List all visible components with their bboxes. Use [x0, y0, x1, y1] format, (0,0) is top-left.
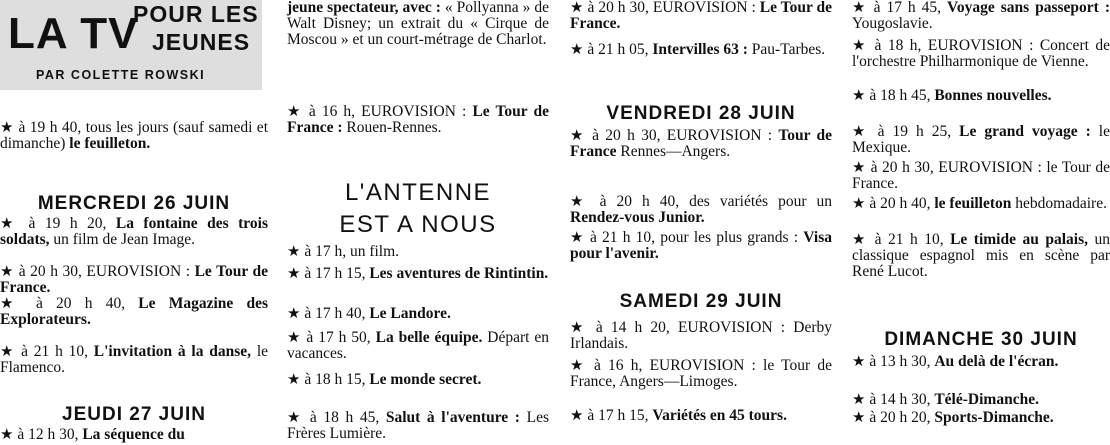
- star-icon: ★: [0, 118, 15, 136]
- star-icon: ★: [852, 36, 869, 54]
- masthead-jeunes: JEUNES: [152, 29, 251, 55]
- star-icon: ★: [570, 356, 587, 374]
- masthead: [0, 0, 262, 90]
- list-item: ★ à 19 h 25, Le grand voyage : le Mexique.: [852, 122, 1110, 156]
- star-icon: ★: [287, 264, 301, 282]
- star-icon: ★: [287, 304, 301, 322]
- day-heading-jeudi: JEUDI 27 JUIN: [62, 404, 206, 425]
- list-item: ★ à 16 h, EUROVISION : le Tour de France, Angers—Limoges.: [570, 356, 832, 390]
- list-item: ★ à 21 h 10, pour les plus grands : Visa pour l'avenir.: [570, 228, 832, 262]
- star-icon: ★: [852, 158, 867, 176]
- list-item: ★ à 20 h 40, des variétés pour un Rendez-vous Junior.: [570, 192, 832, 226]
- masthead-pour-les: POUR LES: [133, 1, 259, 27]
- list-item: ★ à 20 h 30, EUROVISION : le Tour de France.: [852, 158, 1110, 192]
- list-item: ★ à 20 h 40, le feuilleton hebdomadaire.: [852, 194, 1107, 212]
- day-heading-samedi: SAMEDI 29 JUIN: [619, 291, 783, 312]
- section-title-antenne-line2: EST A NOUS: [339, 211, 497, 238]
- list-item: ★ à 21 h 10, Le timide au palais, un classique espagnol mis en scène par René Lucot.: [852, 230, 1110, 280]
- star-icon: ★: [287, 408, 304, 426]
- star-icon: ★: [570, 192, 590, 210]
- star-icon: ★: [570, 40, 584, 58]
- list-item: ★ à 17 h 45, Voyage sans passeport : Yougoslavie.: [852, 0, 1110, 32]
- star-icon: ★: [852, 408, 866, 426]
- star-icon: ★: [0, 214, 20, 232]
- intro-text: à 19 h 40, tous les jours (sauf samedi et dimanche): [0, 119, 268, 152]
- intro-bold: le feuilleton.: [69, 134, 151, 152]
- list-item: ★ à 13 h 30, Au delà de l'écran.: [852, 352, 1059, 370]
- day-heading-mercredi: MERCREDI 26 JUIN: [37, 193, 231, 214]
- list-item: ★ à 21 h 10, L'invitation à la danse, le Flamenco.: [0, 342, 269, 376]
- list-item: ★ à 18 h 15, Le monde secret.: [287, 370, 482, 388]
- list-item: ★ à 17 h 15, Les aventures de Rintintin.: [287, 264, 549, 282]
- star-icon: ★: [570, 406, 584, 424]
- list-item: ★ à 12 h 30, La séquence du: [0, 425, 185, 443]
- list-item: ★ à 20 h 30, EUROVISION : Le Tour de France.: [0, 262, 269, 296]
- list-item: ★ à 18 h 45, Bonnes nouvelles.: [852, 86, 1052, 104]
- day-heading-dimanche: DIMANCHE 30 JUIN: [884, 329, 1078, 350]
- list-item: ★ à 17 h, un film.: [287, 242, 400, 260]
- star-icon: ★: [852, 390, 866, 408]
- list-item: ★ à 17 h 15, Variétés en 45 tours.: [570, 406, 787, 424]
- star-icon: ★: [0, 342, 16, 360]
- intro-item: [0, 120, 268, 152]
- star-icon: ★: [570, 126, 586, 144]
- star-icon: ★: [0, 425, 14, 443]
- star-icon: ★: [852, 194, 866, 212]
- star-icon: ★: [852, 86, 866, 104]
- list-item: ★ à 17 h 40, Le Landore.: [287, 304, 451, 322]
- list-item: ★ à 17 h 50, La belle équipe. Départ en vacances.: [287, 328, 549, 362]
- star-icon: ★: [852, 0, 868, 16]
- list-item: ★ à 20 h 30, EUROVISION : Le Tour de France.: [570, 0, 833, 32]
- star-icon: ★: [852, 352, 866, 370]
- star-icon: ★: [0, 262, 15, 280]
- star-icon: ★: [852, 230, 869, 248]
- star-icon: ★: [287, 370, 301, 388]
- list-item: ★ à 18 h 45, Salut à l'aventure : Les Frères Lumière.: [287, 408, 549, 442]
- star-icon: ★: [570, 228, 585, 246]
- star-icon: ★: [287, 242, 301, 260]
- day-heading-vendredi: VENDREDI 28 JUIN: [606, 103, 796, 124]
- star-icon: ★: [0, 294, 23, 312]
- list-item: ★ à 18 h, EUROVISION : Concert de l'orchestre Philharmonique de Vienne.: [852, 36, 1110, 70]
- list-item: jeune spectateur, avec : « Pollyanna » de Walt Disney; un extrait du « Cirque de Moscou » et un court-métrage de Charlot.: [287, 0, 549, 48]
- list-item: ★ à 14 h 30, Télé-Dimanche.: [852, 390, 1039, 408]
- star-icon: ★: [287, 328, 302, 346]
- section-title-antenne-line1: L'ANTENNE: [344, 179, 492, 206]
- list-item: ★ à 16 h, EUROVISION : Le Tour de France : Rouen-Rennes.: [287, 102, 550, 136]
- list-item: ★ à 14 h 20, EUROVISION : Derby Irlandais.: [570, 318, 832, 352]
- star-icon: ★: [287, 102, 303, 120]
- masthead-byline: PAR COLETTE ROWSKI: [36, 68, 206, 82]
- list-item: ★ à 19 h 20, La fontaine des trois soldats, un film de Jean Image.: [0, 214, 268, 248]
- list-item: ★ à 20 h 40, Le Magazine des Explorateurs.: [0, 294, 268, 328]
- list-item: ★ à 21 h 05, Intervilles 63 : Pau-Tarbes.: [570, 40, 826, 58]
- star-icon: ★: [570, 0, 584, 16]
- masthead-title: LA TV: [8, 9, 139, 58]
- list-item: ★ à 20 h 30, EUROVISION : Tour de France Rennes—Angers.: [570, 126, 833, 160]
- star-icon: ★: [570, 318, 588, 336]
- list-item: ★ à 20 h 20, Sports-Dimanche.: [852, 408, 1054, 426]
- star-icon: ★: [852, 122, 870, 140]
